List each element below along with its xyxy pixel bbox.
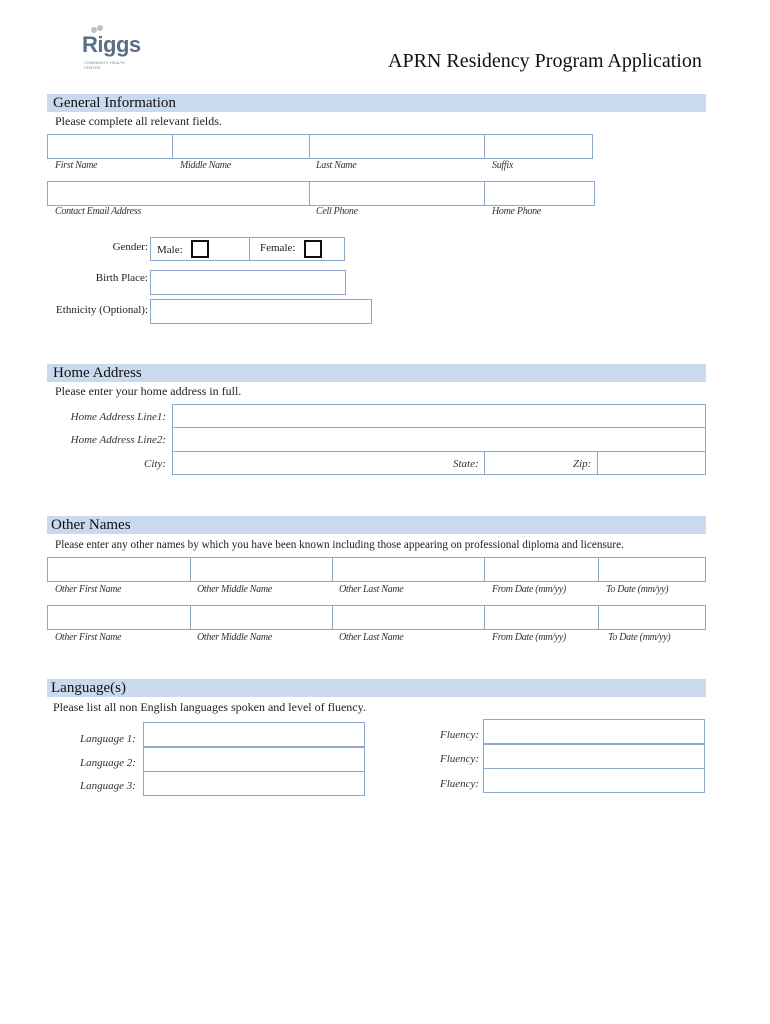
from-date-caption-1: From Date (mm/yy) <box>492 584 566 595</box>
female-label: Female: <box>260 242 296 254</box>
male-label: Male: <box>157 244 183 256</box>
email-field[interactable] <box>47 181 310 206</box>
fluency1-field[interactable] <box>483 719 705 744</box>
state-label: State: <box>453 458 479 470</box>
other-last-name-field-2[interactable] <box>332 605 485 630</box>
suffix-caption: Suffix <box>492 160 513 171</box>
fluency3-label: Fluency: <box>440 778 480 790</box>
cell-phone-field[interactable] <box>309 181 485 206</box>
home-address-section-bar <box>47 364 706 382</box>
other-middle-name-field-1[interactable] <box>190 557 333 582</box>
fluency1-label: Fluency: <box>440 729 480 741</box>
address-line2-label: Home Address Line2: <box>70 434 166 446</box>
other-last-name-caption-2: Other Last Name <box>339 632 404 643</box>
home-phone-caption: Home Phone <box>492 206 541 217</box>
general-info-instructions: Please complete all relevant fields. <box>55 114 222 128</box>
to-date-field-2[interactable] <box>598 605 706 630</box>
other-names-instructions: Please enter any other names by which you have been known including those appearing on professional diploma and licensure. <box>55 539 624 551</box>
zip-field[interactable] <box>597 451 706 475</box>
general-info-section-bar <box>47 94 706 112</box>
fluency3-field[interactable] <box>483 768 705 793</box>
ethnicity-label: Ethnicity (Optional): <box>56 304 148 316</box>
language3-field[interactable] <box>143 771 365 796</box>
female-option-box <box>249 237 345 261</box>
language1-field[interactable] <box>143 722 365 747</box>
logo <box>78 24 141 70</box>
first-name-caption: First Name <box>55 160 98 171</box>
from-date-field-2[interactable] <box>484 605 599 630</box>
email-caption: Contact Email Address <box>55 206 141 217</box>
other-last-name-field-1[interactable] <box>332 557 485 582</box>
middle-name-caption: Middle Name <box>180 160 231 171</box>
languages-heading: Language(s) <box>51 680 126 696</box>
state-field[interactable] <box>484 451 598 475</box>
address-line2-field[interactable] <box>172 427 706 452</box>
cell-phone-caption: Cell Phone <box>316 206 358 217</box>
other-first-name-caption-1: Other First Name <box>55 584 122 595</box>
fluency2-field[interactable] <box>483 744 705 769</box>
languages-instructions: Please list all non English languages spoken and level of fluency. <box>53 700 366 714</box>
other-middle-name-field-2[interactable] <box>190 605 333 630</box>
first-name-field[interactable] <box>47 134 173 159</box>
to-date-field-1[interactable] <box>598 557 706 582</box>
last-name-field[interactable] <box>309 134 485 159</box>
language2-field[interactable] <box>143 747 365 772</box>
city-field[interactable] <box>172 451 485 475</box>
other-last-name-caption-1: Other Last Name <box>339 584 404 595</box>
language3-label: Language 3: <box>80 780 136 792</box>
city-label: City: <box>144 458 166 470</box>
suffix-field[interactable] <box>484 134 593 159</box>
home-address-heading: Home Address <box>53 365 142 381</box>
other-names-heading: Other Names <box>51 517 131 533</box>
ethnicity-field[interactable] <box>150 299 372 324</box>
other-names-section-bar <box>47 516 706 534</box>
language2-label: Language 2: <box>80 757 136 769</box>
page-title: APRN Residency Program Application <box>388 50 702 72</box>
other-first-name-field-2[interactable] <box>47 605 191 630</box>
other-first-name-caption-2: Other First Name <box>55 632 122 643</box>
language1-label: Language 1: <box>80 733 136 745</box>
logo-subtext: COMMUNITY HEALTH CENTER <box>84 60 126 70</box>
fluency2-label: Fluency: <box>440 753 480 765</box>
last-name-caption: Last Name <box>316 160 357 171</box>
to-date-caption-1: To Date (mm/yy) <box>606 584 669 595</box>
address-line1-field[interactable] <box>172 404 706 428</box>
other-first-name-field-1[interactable] <box>47 557 191 582</box>
address-line1-label: Home Address Line1: <box>70 411 166 423</box>
from-date-field-1[interactable] <box>484 557 599 582</box>
zip-label: Zip: <box>573 458 592 470</box>
male-checkbox[interactable] <box>191 240 209 258</box>
to-date-caption-2: To Date (mm/yy) <box>608 632 671 643</box>
female-checkbox[interactable] <box>304 240 322 258</box>
other-middle-name-caption-2: Other Middle Name <box>197 632 272 643</box>
from-date-caption-2: From Date (mm/yy) <box>492 632 566 643</box>
general-info-heading: General Information <box>53 95 176 111</box>
home-address-instructions: Please enter your home address in full. <box>55 384 242 398</box>
languages-section-bar <box>47 679 706 697</box>
birth-place-field[interactable] <box>150 270 346 295</box>
home-phone-field[interactable] <box>484 181 595 206</box>
logo-text: Riggs <box>82 32 141 57</box>
birth-place-label: Birth Place: <box>95 272 148 284</box>
other-middle-name-caption-1: Other Middle Name <box>197 584 272 595</box>
gender-label: Gender: <box>112 241 148 253</box>
male-option-box <box>150 237 250 261</box>
middle-name-field[interactable] <box>172 134 310 159</box>
